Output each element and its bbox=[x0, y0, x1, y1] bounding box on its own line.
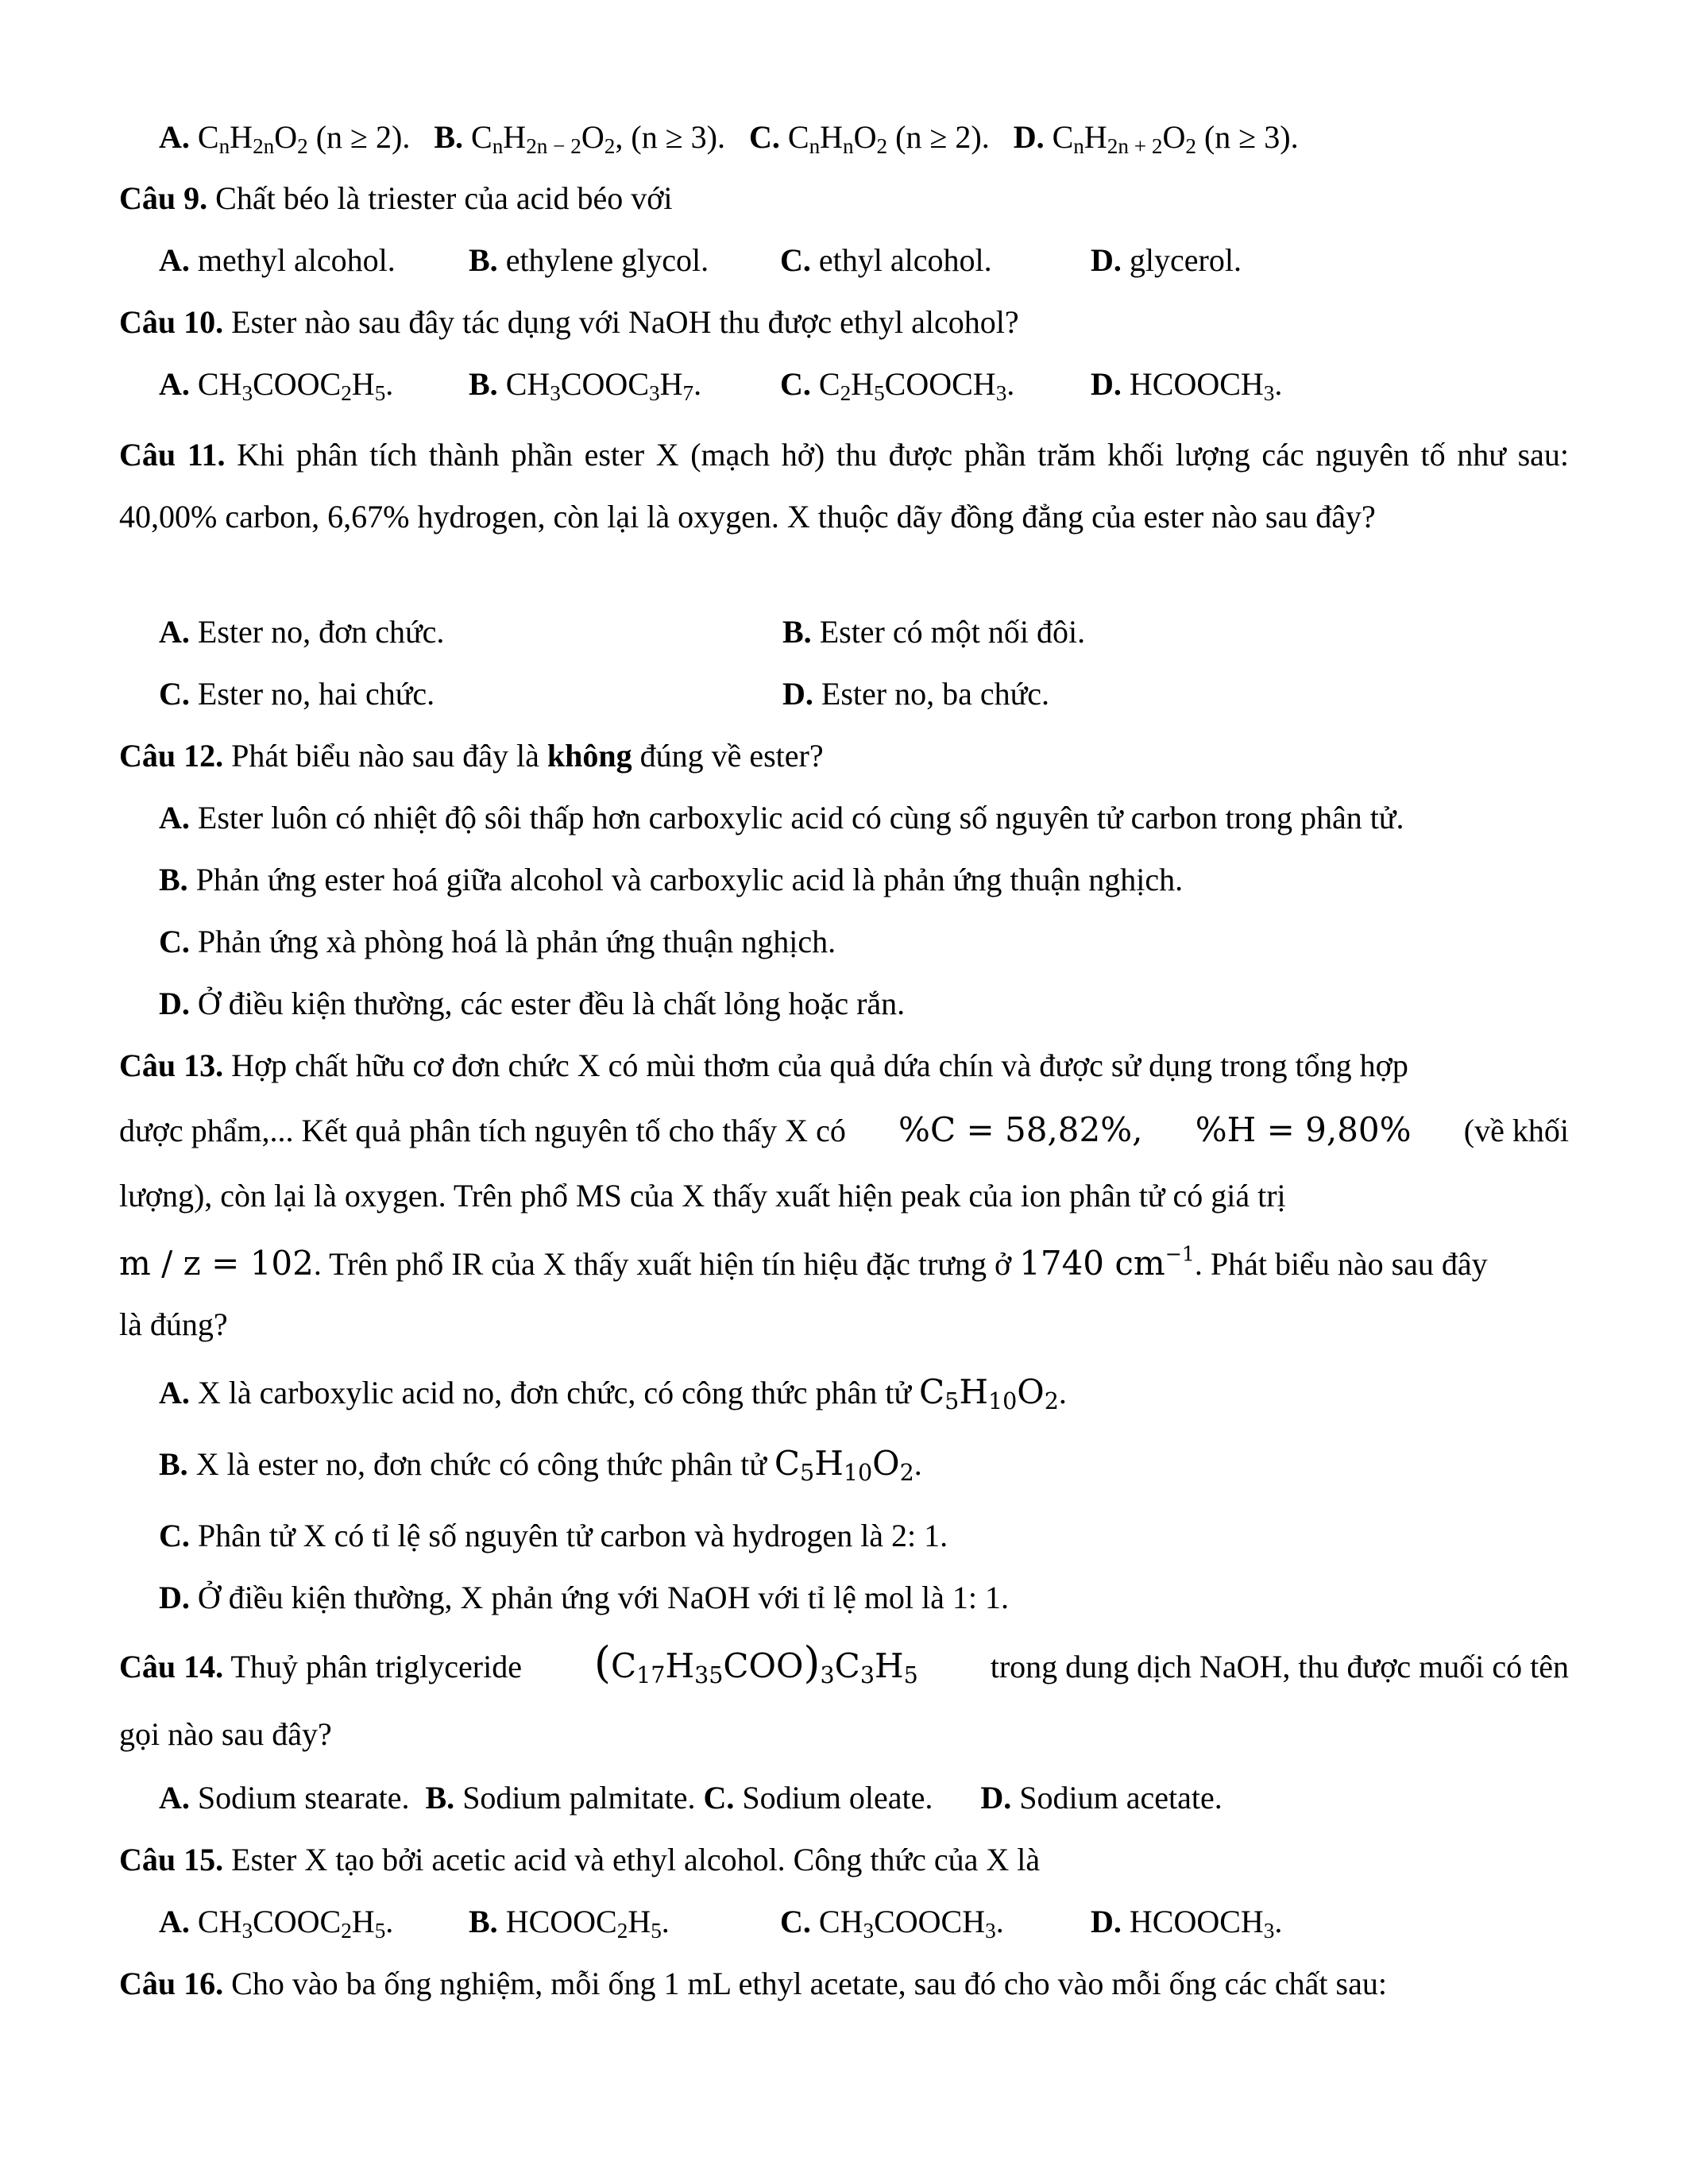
q11-stem bbox=[119, 424, 1569, 548]
q14-number: Câu 14. bbox=[119, 1649, 224, 1684]
q10-number: Câu 10. bbox=[119, 304, 224, 340]
q13-ir-value: 1740 cm bbox=[1019, 1244, 1165, 1283]
q9-option-d: glycerol. bbox=[1129, 242, 1242, 278]
q13-option-b: X là ester no, đơn chức có công thức phân tử bbox=[195, 1446, 767, 1482]
q8-option-d-cond: (n ≥ 3). bbox=[1203, 119, 1299, 155]
q15-option-b: B. $HCOOC_2H_5$. bbox=[469, 1904, 670, 1943]
q14-text-before: Thuỷ phân triglyceride bbox=[230, 1649, 522, 1684]
q13-text-2a: dược phẩm,... Kết quả phân tích nguyên tố cho thấy X có bbox=[119, 1113, 846, 1148]
exam-page: A. $C_nH_{2n}O_2$ (n ≥ 2). B. $C_nH_{2n - 2}O_2$, (n ≥ 3). C. $C_nH_nO_2$ (n ≥ 2). D. $C_nH_{2n + 2}O_2$ (n ≥ 3). Câu 9. Chất béo là triester của acid béo với A. methyl alcohol. B. ethylene glycol. C. ethyl alcohol. D. glycerol. Câu 10. Ester nào sau đây tác dụng với NaOH thu được ethyl alcohol? A. $CH_3COOC_2H_5$. B. $CH_3COOC_3H_7$. C. $C_2H_5COOCH_3$. D. $HCOOCH_3$. Câu 11. Khi phân tích thành phần ester X (mạch hở) thu được phần trăm khối lượng các nguyên tố như sau: 40,00% carbon, 6,67% hydrogen, còn lại là oxygen. X thuộc dãy đồng đẳng của ester nào sau đây? A. Ester no, đơn chức. B. Ester có một nối đôi. C. Ester no, hai chức. D. Ester no, ba chức. Câu 12. Phát biểu nào sau đây là không đúng về ester? A. Ester luôn có nhiệt độ sôi thấp hơn carboxylic acid có cùng số nguyên tử carbon trong phân tử. B. Phản ứng ester hoá giữa alcohol và carboxylic acid là phản ứng thuận nghịch. C. Phản ứng xà phòng hoá là phản ứng thuận nghịch. D. Ở điều kiện thường, các ester đều là chất lỏng hoặc rắn. Câu 13. Hợp chất hữu cơ đơn chức X có mùi thơm của quả dứa chín và được sử dụng trong tổng hợp dược phẩm,... Kết quả phân tích nguyên tố cho thấy X có %C = 58,82%, %H = 9,80% (về khối lượng), còn lại là oxygen. Trên phổ MS của X thấy xuất hiện peak của ion phân tử có giá trị m / z = 102. Trên phổ IR của X thấy xuất hiện tín hiệu đặc trưng ở 1740 $cm^{-1}$. Phát biểu nào sau đây là đúng? A. X là carboxylic acid no, đơn chức, có công thức phân tử $C_5H_{10}O_2$. B. X là ester no, đơn chức có công thức phân tử $C_5H_{10}O_2$. C. Phân tử X có tỉ lệ số nguyên tử carbon và hydrogen là 2: 1. D. Ở điều kiện thường, X phản ứng với NaOH với tỉ lệ mol là 1: 1. Câu 14. Thuỷ phân triglyceride $(C_{17}H_{35}COO)_3C_3H_5$ trong dung dịch NaOH, thu được muối có tên gọi nào sau đây? A. Sodium stearate. B. Sodium palmitate. C. Sodium oleate. D. Sodium acetate. Câu 15. Ester X tạo bởi acetic acid và ethyl alcohol. Công thức của X là A. $CH_3COOC_2H_5$. B. $HCOOC_2H_5$. C. $CH_3COOCH_3$. D. $HCOOCH_3$. Câu 16. Cho vào ba ống nghiệm, mỗi ống 1 mL ethyl acetate, sau đó cho vào mỗi ống các chất sau: bbox=[0, 0, 1688, 2184]
q10-option-b: B. $CH_3COOC_3H_7$. bbox=[469, 366, 702, 405]
q14-options: A. Sodium stearate. B. Sodium palmitate. C. Sodium oleate. D. Sodium acetate. bbox=[159, 1780, 1223, 1815]
q13-option-a-row: A. X là carboxylic acid no, đơn chức, có công thức phân tử $C_5H_{10}O_2$. bbox=[159, 1372, 1067, 1415]
q14-text-2: gọi nào sau đây? bbox=[119, 1716, 332, 1752]
q15-number: Câu 15. bbox=[119, 1842, 224, 1877]
q9-option-b: ethylene glycol. bbox=[505, 242, 709, 278]
q15-text: Ester X tạo bởi acetic acid và ethyl alcohol. Công thức của X là bbox=[231, 1842, 1041, 1877]
q8-option-a-label: A. bbox=[159, 119, 190, 155]
q12-text-before: Phát biểu nào sau đây là bbox=[231, 738, 539, 774]
q14-line2 bbox=[119, 1712, 1569, 1757]
q11-option-d: Ester no, ba chức. bbox=[821, 676, 1050, 712]
q13-line4: m / z = 102. Trên phổ IR của X thấy xuất hiện tín hiệu đặc trưng ở 1740 $cm^{-1}$. Phát biểu nào sau đây bbox=[119, 1242, 1488, 1283]
q13-number: Câu 13. bbox=[119, 1048, 224, 1083]
q11-text: Khi phân tích thành phần ester X (mạch hở) thu được phần trăm khối lượng các nguyên tố như sau: 40,00% carbon, 6,67% hydrogen, còn lại là oxygen. X thuộc dãy đồng đẳng của ester nào sau đây? bbox=[119, 437, 1570, 534]
q13-line3 bbox=[119, 1174, 1569, 1218]
q13-line5 bbox=[119, 1302, 1569, 1347]
q13-option-c-row: C. Phân tử X có tỉ lệ số nguyên tử carbon và hydrogen là 2: 1. bbox=[159, 1518, 948, 1553]
q9-option-c: ethyl alcohol. bbox=[818, 242, 992, 278]
q12-option-c: Phản ứng xà phòng hoá là phản ứng thuận nghịch. bbox=[197, 924, 836, 959]
q13-text-4b: . Phát biểu nào sau đây bbox=[1194, 1246, 1488, 1282]
q13-line1 bbox=[119, 1044, 1569, 1088]
q9-stem bbox=[119, 176, 1569, 221]
q13-percent-c: %C = 58,82%, bbox=[898, 1110, 1143, 1149]
q10-text: Ester nào sau đây tác dụng với NaOH thu được ethyl alcohol? bbox=[231, 304, 1019, 340]
q14-line1 bbox=[119, 1638, 1569, 1689]
q13-option-d: Ở điều kiện thường, X phản ứng với NaOH với tỉ lệ mol là 1: 1. bbox=[197, 1580, 1010, 1615]
q13-text-4a: . Trên phổ IR của X thấy xuất hiện tín hiệu đặc trưng ở bbox=[313, 1246, 1012, 1282]
q13-option-d-row: D. Ở điều kiện thường, X phản ứng với NaOH với tỉ lệ mol là 1: 1. bbox=[159, 1580, 1010, 1615]
q12-text-after: đúng về ester? bbox=[639, 738, 824, 774]
q12-option-b-row: B. Phản ứng ester hoá giữa alcohol và carboxylic acid là phản ứng thuận nghịch. bbox=[159, 862, 1184, 897]
q12-option-d: Ở điều kiện thường, các ester đều là chất lỏng hoặc rắn. bbox=[197, 986, 906, 1021]
q14-option-c: Sodium oleate. bbox=[742, 1780, 933, 1815]
q8-option-b-label: B. bbox=[434, 119, 464, 155]
q11-option-c: Ester no, hai chức. bbox=[197, 676, 435, 712]
q12-option-a: Ester luôn có nhiệt độ sôi thấp hơn carboxylic acid có cùng số nguyên tử carbon trong phân tử. bbox=[197, 800, 1404, 835]
q13-line2 bbox=[119, 1108, 1569, 1153]
q10-stem bbox=[119, 300, 1569, 345]
q12-number: Câu 12. bbox=[119, 738, 224, 774]
q10-option-a: A. $CH_3COOC_2H_5$. bbox=[159, 366, 394, 405]
q12-option-c-row: C. Phản ứng xà phòng hoá là phản ứng thuận nghịch. bbox=[159, 924, 836, 959]
q13-mz-value: m / z = 102 bbox=[119, 1244, 314, 1283]
q12-text-bold: không bbox=[547, 738, 632, 774]
q8-option-a-cond: (n ≥ 2). bbox=[315, 119, 411, 155]
q15-option-a: A. $CH_3COOC_2H_5$. bbox=[159, 1904, 394, 1943]
q9-number: Câu 9. bbox=[119, 180, 208, 216]
q15-option-d: D. $HCOOCH_3$. bbox=[1091, 1904, 1283, 1943]
q16-text: Cho vào ba ống nghiệm, mỗi ống 1 mL ethyl acetate, sau đó cho vào mỗi ống các chất sau: bbox=[231, 1966, 1387, 2001]
q11-option-a: Ester no, đơn chức. bbox=[197, 614, 445, 650]
q10-option-d: D. $HCOOCH_3$. bbox=[1091, 366, 1283, 405]
q12-option-b: Phản ứng ester hoá giữa alcohol và carboxylic acid là phản ứng thuận nghịch. bbox=[195, 862, 1184, 897]
q12-option-d-row: D. Ở điều kiện thường, các ester đều là chất lỏng hoặc rắn. bbox=[159, 986, 906, 1021]
q12-option-a-row: A. Ester luôn có nhiệt độ sôi thấp hơn carboxylic acid có cùng số nguyên tử carbon trong phân tử. bbox=[159, 800, 1404, 835]
q14-text-after: trong dung dịch NaOH, thu được muối có tên bbox=[990, 1649, 1569, 1684]
q15-stem bbox=[119, 1838, 1569, 1882]
q15-option-c: C. $CH_3COOCH_3$. bbox=[780, 1904, 1004, 1943]
q14-option-d: Sodium acetate. bbox=[1019, 1780, 1223, 1815]
q13-text-2b: (về khối bbox=[1463, 1113, 1569, 1148]
q11-option-b: Ester có một nối đôi. bbox=[819, 614, 1086, 650]
q12-stem bbox=[119, 734, 1569, 778]
q11-number: Câu 11. bbox=[119, 437, 226, 473]
q13-text-1: Hợp chất hữu cơ đơn chức X có mùi thơm của quả dứa chín và được sử dụng trong tổng hợp bbox=[231, 1048, 1408, 1083]
q16-number: Câu 16. bbox=[119, 1966, 224, 2001]
q8-option-c-cond: (n ≥ 2). bbox=[895, 119, 990, 155]
q13-percent-h: %H = 9,80% bbox=[1195, 1110, 1412, 1149]
q8-option-b-cond: , (n ≥ 3). bbox=[615, 119, 725, 155]
q10-option-c: C. $C_2H_5COOCH_3$. bbox=[780, 366, 1015, 405]
q9-option-a: methyl alcohol. bbox=[197, 242, 396, 278]
q13-option-b-row: B. X là ester no, đơn chức có công thức phân tử $C_5H_{10}O_2$. bbox=[159, 1444, 922, 1487]
q14-option-a: Sodium stearate. bbox=[197, 1780, 410, 1815]
q9-text: Chất béo là triester của acid béo với bbox=[215, 180, 673, 216]
q13-text-3: lượng), còn lại là oxygen. Trên phổ MS của X thấy xuất hiện peak của ion phân tử có giá trị bbox=[119, 1178, 1286, 1214]
q8-option-c-label: C. bbox=[748, 119, 780, 155]
q8-options: A. $C_nH_{2n}O_2$ (n ≥ 2). B. $C_nH_{2n - 2}O_2$, (n ≥ 3). C. $C_nH_nO_2$ (n ≥ 2). D. $C_nH_{2n + 2}O_2$ (n ≥ 3). bbox=[159, 119, 1299, 158]
q14-option-b: Sodium palmitate. bbox=[462, 1780, 696, 1815]
q13-option-c: Phân tử X có tỉ lệ số nguyên tử carbon và hydrogen là 2: 1. bbox=[197, 1518, 948, 1553]
q13-text-5: là đúng? bbox=[119, 1306, 228, 1342]
q8-option-d-label: D. bbox=[1013, 119, 1045, 155]
q16-stem bbox=[119, 1962, 1569, 2006]
q14-formula: $(C_{17}H_{35}COO)_3C_3H_5$ bbox=[593, 1638, 918, 1689]
q13-option-a: X là carboxylic acid no, đơn chức, có công thức phân tử bbox=[197, 1375, 912, 1410]
